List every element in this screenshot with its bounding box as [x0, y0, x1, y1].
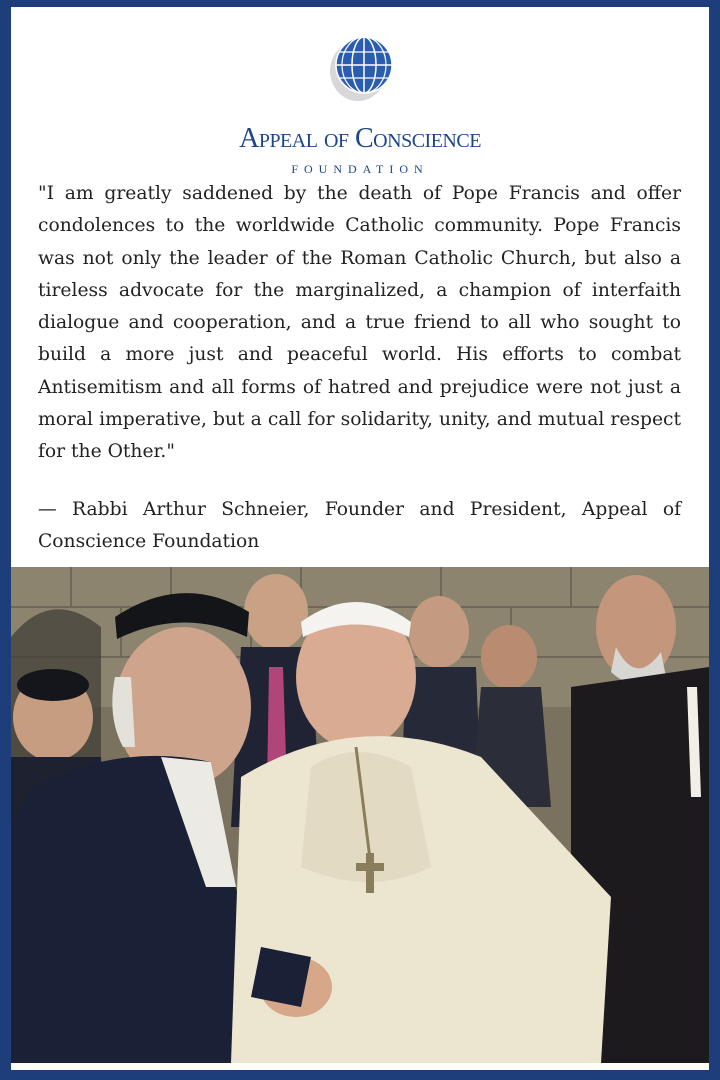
- post-card: [11, 7, 709, 1070]
- statement-quote: "I am greatly saddened by the death of Pope Francis and offer condolences to the worldwide Catholic community. Pope Francis was not only the leader of the Roman Catholic Church, but also a tireless advocate for the marginalized, a champion of interfaith dialogue and cooperation, and a true friend to all who sought to build a more just and peaceful world. His efforts to combat Antisemitism and all forms of hatred and prejudice were not just a moral imperative, but a call for solidarity, unity, and mutual respect for the Other.": [38, 183, 681, 463]
- org-name: Appeal of Conscience: [239, 123, 481, 154]
- org-subtitle: FOUNDATION: [291, 162, 429, 176]
- globe-icon: [328, 33, 394, 103]
- handshake-photo: [11, 567, 709, 1063]
- statement-attribution: — Rabbi Arthur Schneier, Founder and President, Appeal of Conscience Foundation: [38, 499, 681, 553]
- photo-illustration: [11, 567, 709, 1063]
- foundation-logo: [11, 19, 709, 176]
